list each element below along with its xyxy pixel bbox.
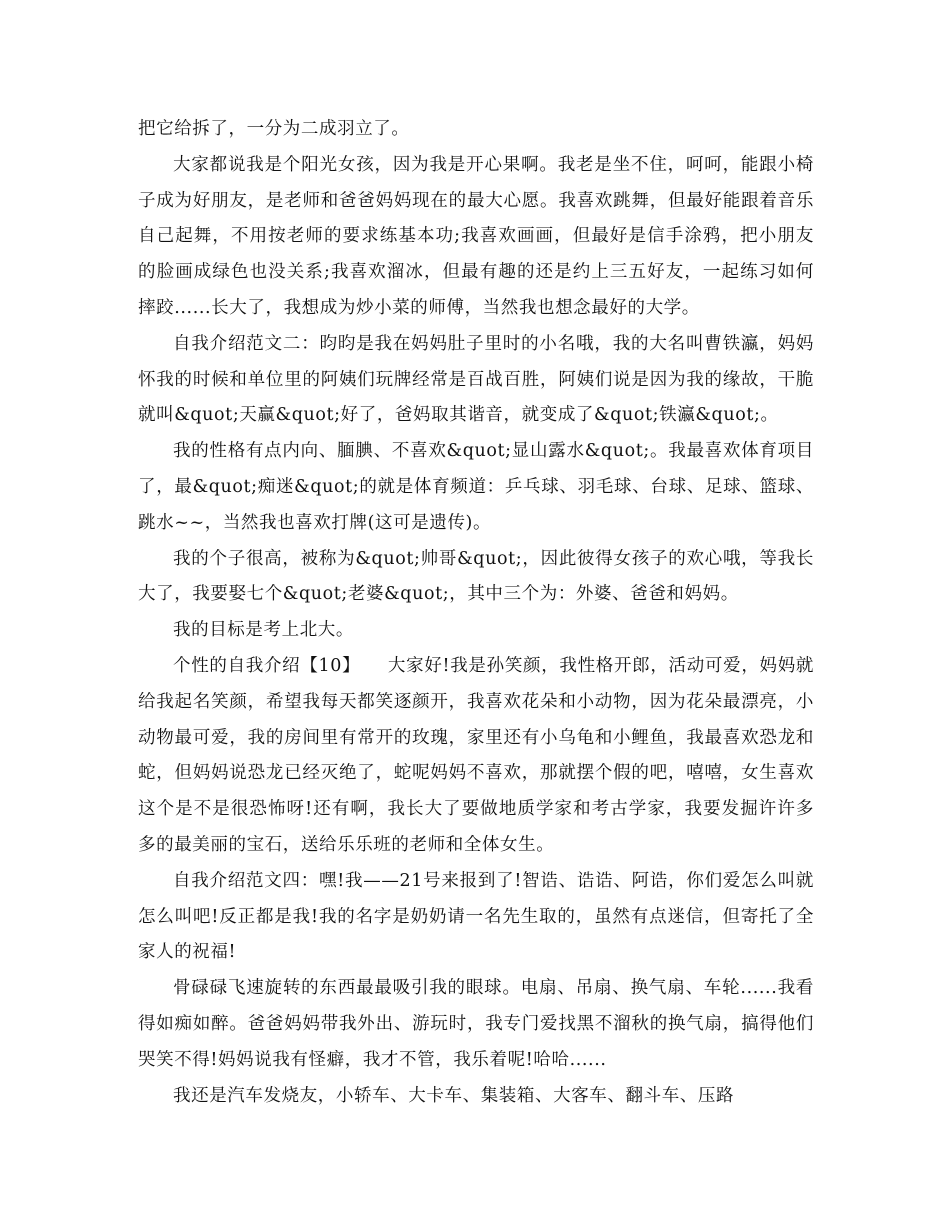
paragraph-goal: 我的目标是考上北大。 <box>173 620 354 641</box>
paragraph-tall: 我的个子很高，被称为&quot;帅哥&quot;，因此彼得女孩子的欢心哦，等我长大了，我要娶七个&quot;老婆&quot;，其中三个为：外婆、爸爸和妈妈。 <box>138 548 814 605</box>
paragraph-sample-two: 自我介绍范文二：昀昀是我在妈妈肚子里时的小名哦，我的大名叫曹铁瀛，妈妈怀我的时候和单位里的阿姨们玩牌经常是百战百胜，阿姨们说是因为我的缘故，干脆就叫&quot;天赢&quot;好了，爸妈取其谐音，就变成了&quot;铁瀛&quot;。 <box>138 333 814 426</box>
paragraph-personality: 我的性格有点内向、腼腆、不喜欢&quot;显山露水&quot;。我最喜欢体育项目了，最&quot;痴迷&quot;的就是体育频道：乒乓球、羽毛球、台球、足球、篮球、跳水~~，当然我也喜欢打牌(这可是遗传)。 <box>138 441 814 533</box>
paragraph-spinning-things: 骨碌碌飞速旋转的东西最最吸引我的眼球。电扇、吊扇、换气扇、车轮......我看得如痴如醉。爸爸妈妈带我外出、游玩时，我专门爱找黑不溜秋的换气扇，搞得他们哭笑不得!妈妈说我有怪癖，我才不管，我乐着呢!哈哈...... <box>138 978 814 1070</box>
paragraph-car-fan: 我还是汽车发烧友，小轿车、大卡车、集装箱、大客车、翻斗车、压路 <box>173 1085 735 1106</box>
document-body <box>138 112 814 1114</box>
paragraph-sample-ten: 个性的自我介绍【10】 大家好!我是孙笑颜，我性格开郎，活动可爱，妈妈就给我起名笑颜，希望我每天都笑逐颜开，我喜欢花朵和小动物，因为花朵最漂亮，小动物最可爱，我的房间里有常开的玫瑰，家里还有小乌龟和小鲤鱼，我最喜欢恐龙和蛇，但妈妈说恐龙已经灭绝了，蛇呢妈妈不喜欢，那就摆个假的吧，嘻嘻，女生喜欢这个是不是很恐怖呀!还有啊，我长大了要做地质学家和考古学家，我要发掘许许多多的最美丽的宝石，送给乐乐班的老师和全体女生。 <box>138 655 814 855</box>
paragraph-sunshine-girl: 大家都说我是个阳光女孩，因为我是开心果啊。我老是坐不住，呵呵，能跟小椅子成为好朋友，是老师和爸爸妈妈现在的最大心愿。我喜欢跳舞，但最好能跟着音乐自己起舞，不用按老师的要求练基本功;我喜欢画画，但最好是信手涂鸦，把小朋友的脸画成绿色也没关系;我喜欢溜冰，但最有趣的还是约上三五好友，一起练习如何摔跤......长大了，我想成为炒小菜的师傅，当然我也想念最好的大学。 <box>138 154 814 318</box>
paragraph-continuation: 把它给拆了，一分为二成羽立了。 <box>138 119 410 139</box>
paragraph-sample-four: 自我介绍范文四：嘿!我——21号来报到了!智诰、诰诰、阿诰，你们爱怎么叫就怎么叫吧!反正都是我!我的名字是奶奶请一名先生取的，虽然有点迷信，但寄托了全家人的祝福! <box>138 870 814 963</box>
